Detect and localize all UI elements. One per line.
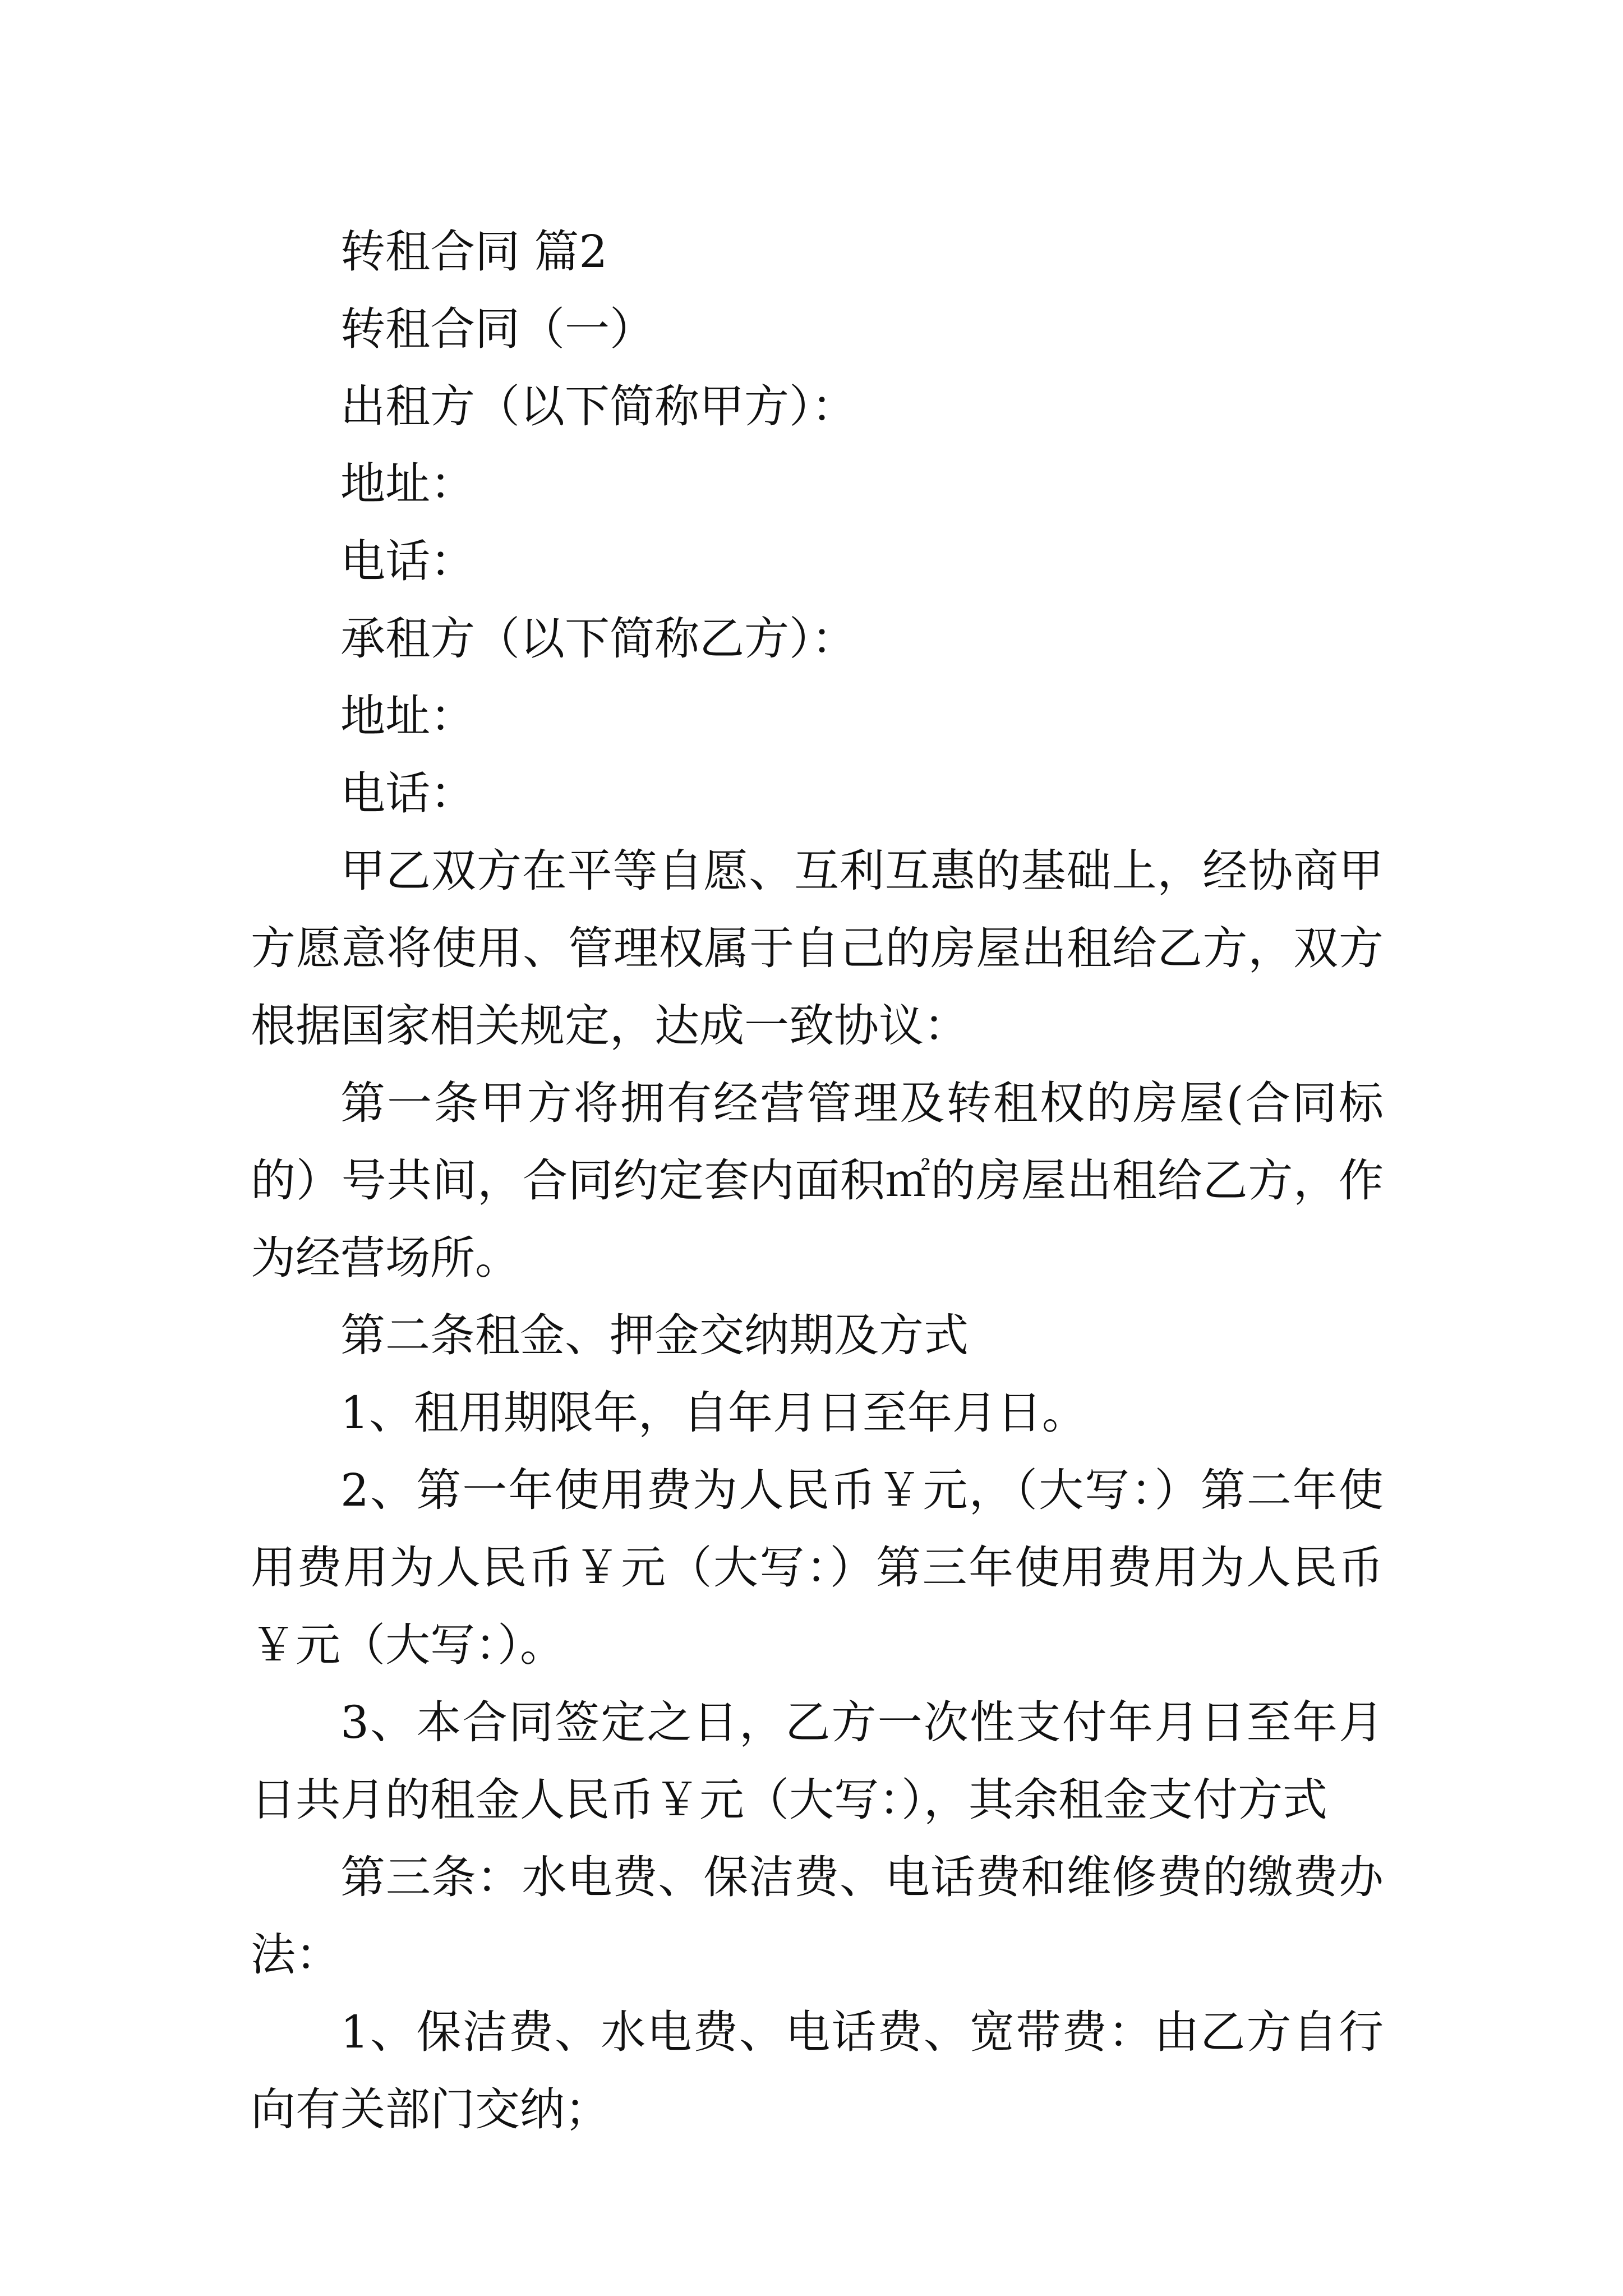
article-two-heading: 第二条租金、押金交纳期及方式 [340,1309,969,1361]
article-three-item-1: 1、保洁费、水电费、电话费、宽带费：由乙方自行向有关部门交纳； [251,2006,1384,2136]
document-body [251,213,1384,2148]
article-two-item-3: 3、本合同签定之日，乙方一次性支付年月日至年月日共月的租金人民币￥元（大写：），其余租金支付方式 [251,1696,1384,1826]
lessor-phone-label: 电话： [340,535,475,587]
lessor-label: 出租方（以下简称甲方）： [340,380,856,432]
lessee-address-label: 地址： [340,690,475,742]
heading-contract-title: 转租合同（一） [340,303,654,355]
lessee-label: 承租方（以下简称乙方）： [340,613,856,665]
lessor-address-label: 地址： [340,458,475,510]
article-one-paragraph: 第一条甲方将拥有经营管理及转租权的房屋(合同标的）号共间，合同约定套内面积㎡的房屋出租给乙方，作为经营场所。 [251,1077,1384,1284]
article-three-heading: 第三条：水电费、保洁费、电话费和维修费的缴费办法： [251,1851,1384,1981]
article-two-item-1: 1、租用期限年，自年月日至年月日。 [340,1387,1087,1439]
lessee-phone-label: 电话： [340,767,475,820]
preamble-paragraph: 甲乙双方在平等自愿、互利互惠的基础上，经协商甲方愿意将使用、管理权属于自己的房屋出租给乙方，双方根据国家相关规定，达成一致协议： [251,845,1384,1052]
article-two-item-2: 2、第一年使用费为人民币￥元，（大写：）第二年使用费用为人民币￥元（大写：）第三年使用费用为人民币￥元（大写：）。 [251,1464,1384,1671]
heading-section-title: 转租合同 篇2 [340,226,608,278]
